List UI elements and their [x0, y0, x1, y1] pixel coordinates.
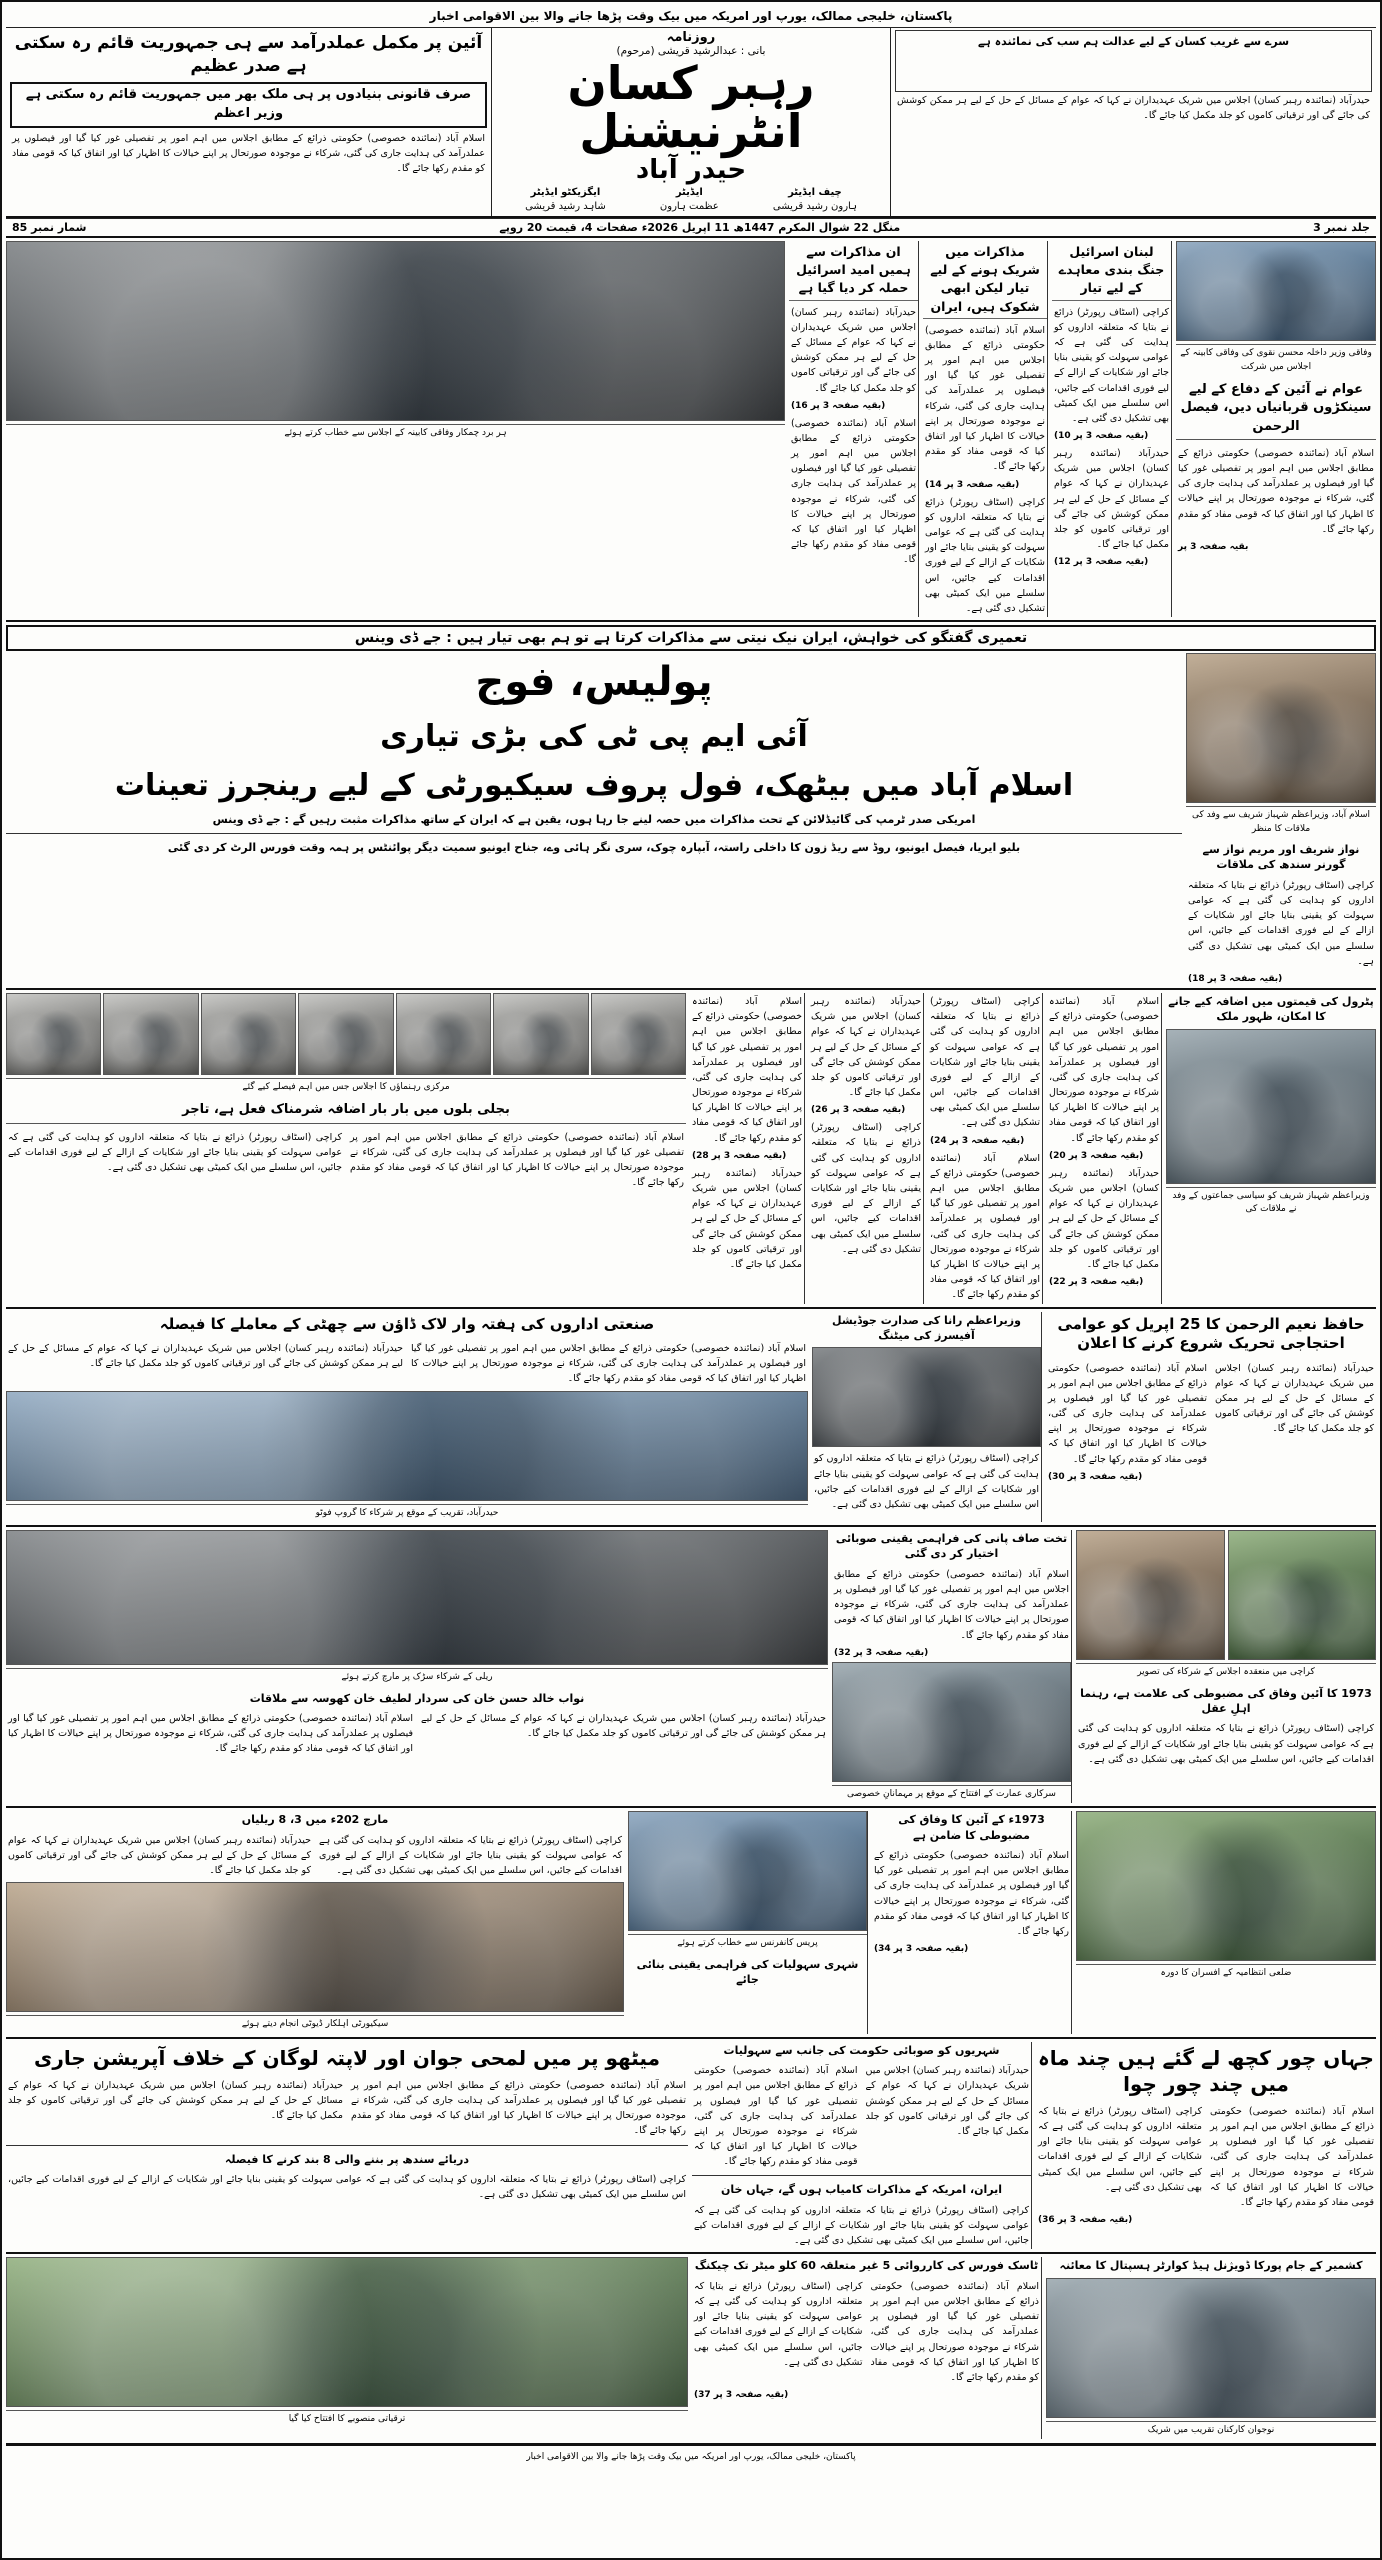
band4-photo-row: [1076, 1530, 1376, 1660]
photo-monument: [1228, 1530, 1377, 1660]
headline-h6: شہری سہولیات کی فراہمی یقینی بنائی جائے: [636, 1957, 859, 1987]
headline-talks: مذاکرات میں شریک ہونے کے لیے تیار لیکن ابھی شکوک ہیں، ایران: [923, 241, 1047, 319]
text-h3-b: اسلام آباد (نمائندہ خصوصی) حکومتی ذرائع کے مطابق اجلاس میں اہم امور پر تفصیلی غور کیا گیا اور فیصلوں پر عملدرآمد کی ہدایت جاری کی گئی، شرکاء نے موجودہ صورتحال پر اپنے خیالات کا اظہار کیا اور اتفاق کیا کہ قومی مفاد کو مقدم رکھا جائے گا۔: [694, 2065, 858, 2168]
headline-hafiz: حافظ نعیم الرحمن کا 25 اپریل کو عوامی احتجاجی تحریک شروع کرنے کا اعلان: [1057, 1314, 1365, 1353]
text-hafiz-b: اسلام آباد (نمائندہ خصوصی) حکومتی ذرائع کے مطابق اجلاس میں اہم امور پر تفصیلی غور کیا گیا اور فیصلوں پر عملدرآمد کی ہدایت جاری کی گئی، شرکاء نے موجودہ صورتحال پر اپنے خیالات کا اظہار کیا اور اتفاق کیا کہ قومی مفاد کو مقدم رکھا جائے گا۔: [1048, 1362, 1207, 1465]
caption-1: وفاقی وزیر داخلہ محسن نقوی کی وفاقی کابینہ کے اجلاس میں شرکت: [1176, 344, 1376, 376]
portrait-1: [591, 993, 686, 1075]
headline-h2: 1973ء کے آئین کا وفاق کی مضبوطی کا ضامن ہے: [898, 1813, 1045, 1842]
headline-israel: ان مذاکرات سے ہمیں امید اسرائیل حملہ کر دیا گیا ہے: [789, 241, 918, 300]
headline-h3: شہریوں کو صوبائی حکومت کی جانب سے سہولیات: [723, 2043, 1000, 2057]
caption-13: نوجوان کارکنان تقریب میں شریک: [1046, 2421, 1376, 2440]
jump-1: بقیہ صفحہ 3 پر: [1178, 541, 1249, 552]
text-lebanon: کراچی (اسٹاف رپورٹر) ذرائع نے بتایا کہ متعلقہ اداروں کو ہدایت کی گئی ہے کہ عوامی سہولت کو یقینی بنایا جائے اور شکایات کے ازالے کے لیے فوری اقدامات کیے جائیں، اس سلسلے میں ایک کمیٹی بھی تشکیل دی گئی ہے۔: [1054, 306, 1169, 424]
headline-constitution: عوام نے آئین کے دفاع کے لیے سینکڑوں قربانیاں دیں، فیصل الرحمن: [1176, 379, 1376, 440]
headline-lockdown: صنعتی اداروں کی ہفتہ وار لاک ڈاؤن سے چھٹی کے معاملے کا فیصلہ: [159, 1314, 655, 1333]
portrait-3: [396, 993, 491, 1075]
photo-field-ops: [6, 2257, 688, 2407]
masthead-left-column: [891, 28, 1376, 216]
jump-14: (بقیہ صفحہ 3 پر 34): [874, 1944, 969, 1955]
portrait-5: [201, 993, 296, 1075]
band3-mid: [812, 1312, 1042, 1523]
jump-10: (بقیہ صفحہ 3 پر 26): [811, 1105, 906, 1116]
jump-7: (بقیہ صفحہ 3 پر 20): [1049, 1150, 1144, 1161]
text-ops-b: حیدرآباد (نمائندہ رہبر کسان) اجلاس میں شریک عہدیداران نے کہا کہ عوام کے مسائل کے حل کے لیے ہر ممکن کوشش کی جائے گی اور ترقیاتی کاموں کو جلد مکمل کیا جائے گا۔: [8, 2079, 343, 2122]
photo-meeting-2: [1186, 653, 1376, 803]
caption-8: سرکاری عمارت کے افتتاح کے موقع پر مہمانانِ خصوصی: [832, 1785, 1071, 1804]
headline-hospital: کشمیر کے جام پورکا ڈویژنل ہیڈ کوارٹر ہسپتال کا معائنہ: [1059, 2259, 1363, 2273]
text-talks-2: کراچی (اسٹاف رپورٹر) ذرائع نے بتایا کہ متعلقہ اداروں کو ہدایت کی گئی ہے کہ عوامی سہولت کو یقینی بنایا جائے اور شکایات کے ازالے کے لیے فوری اقدامات کیے جائیں، اس سلسلے میں ایک کمیٹی بھی تشکیل دی گئی ہے۔: [925, 496, 1045, 614]
lead-headline-col: [6, 653, 1182, 985]
text-taskforce-b: کراچی (اسٹاف رپورٹر) ذرائع نے بتایا کہ متعلقہ اداروں کو ہدایت کی گئی ہے کہ عوامی سہولت کو یقینی بنایا جائے اور شکایات کے ازالے کے لیے فوری اقدامات کیے جائیں، اس سلسلے میں ایک کمیٹی بھی تشکیل دی گئی ہے۔: [694, 2280, 863, 2368]
lead-mega-line-2: پولیس، فوج: [475, 659, 713, 706]
jump-11: (بقیہ صفحہ 3 پر 28): [692, 1150, 787, 1161]
lead-kicker: تعمیری گفتگو کی خواہش، ایران نیک نیتی سے مذاکرات کرتا ہے تو ہم بھی تیار ہیں : جے ڈی وینس: [6, 625, 1376, 651]
jump-12: (بقیہ صفحہ 3 پر 30): [1048, 1471, 1143, 1482]
masthead-left-head: سرے سے غریب کسان کے لیے عدالت ہم سب کی نمائندہ ہے: [977, 35, 1290, 48]
photo-meeting-1: [1176, 241, 1376, 341]
headline-h1: 1973 کا آئین وفاق کی مضبوطی کی علامت ہے، رہنما اہلِ عقل: [1080, 1686, 1372, 1715]
band6-right-row: [6, 2077, 688, 2140]
khalid-text-row: [6, 1710, 828, 1758]
volume-number: جلد نمبر 3: [1313, 221, 1370, 235]
photo-group-large: [6, 241, 785, 421]
editor-1-name: عظمت ہارون: [659, 201, 719, 213]
jump-5: (بقیہ صفحہ 3 پر 16): [791, 400, 886, 411]
mid-right-col: [6, 993, 686, 1304]
portrait-4: [298, 993, 393, 1075]
text-talks: اسلام آباد (نمائندہ خصوصی) حکومتی ذرائع کے مطابق اجلاس میں اہم امور پر تفصیلی غور کیا گیا اور فیصلوں پر عملدرآمد کی ہدایت جاری کی گئی، شرکاء نے موجودہ صورتحال پر اپنے خیالات کا اظہار کیا اور اتفاق کیا کہ قومی مفاد کو مقدم رکھا جائے گا۔: [925, 324, 1045, 473]
electricity-text-row: [6, 1129, 686, 1192]
caption-10: ضلعی انتظامیہ کے افسران کا دورہ: [1076, 1964, 1376, 1983]
band-4: [6, 1530, 1376, 1803]
mid-col-2: [1047, 993, 1162, 1304]
lead-subhead-2: بلیو ایریا، فیصل ایونیو، روڈ سے ریڈ زون کا داخلی راستہ، آبپارہ چوک، سری نگر ہائی وے، جناح ایونیو سمیت دیگر پوائنٹس پر ہمہ وقت فورس الرٹ کر دی گئی: [167, 841, 1021, 855]
hafiz-text-row: [1046, 1360, 1376, 1468]
editor-0-role: چیف ایڈیٹر: [788, 187, 842, 199]
text-electricity-b: کراچی (اسٹاف رپورٹر) ذرائع نے بتایا کہ متعلقہ اداروں کو ہدایت کی گئی ہے کہ عوامی سہولت کو یقینی بنایا جائے اور شکایات کے ازالے کے لیے فوری اقدامات کیے جائیں، اس سلسلے میں ایک کمیٹی بھی تشکیل دی گئی ہے۔: [8, 1131, 342, 1174]
caption-4: وزیراعظم شہباز شریف کو سیاسی جماعتوں کے وفد نے ملاقات کی: [1166, 1187, 1376, 1219]
caption-14: ترقیاتی منصوبے کا افتتاح کیا گیا: [6, 2410, 688, 2429]
caption-2: ہر برد چمکار وفاقی کابینہ کے اجلاس سے خطاب کرتے ہوئے: [6, 424, 785, 443]
upper-left-photo-col: [1176, 241, 1376, 617]
text-constitution: اسلام آباد (نمائندہ خصوصی) حکومتی ذرائع کے مطابق اجلاس میں اہم امور پر تفصیلی غور کیا گیا اور فیصلوں پر عملدرآمد کی ہدایت جاری کی گئی، شرکاء نے موجودہ صورتحال پر اپنے خیالات کا اظہار کیا اور اتفاق کیا کہ قومی مفاد کو مقدم رکھا جائے گا۔: [1178, 447, 1374, 535]
text-ops-a: اسلام آباد (نمائندہ خصوصی) حکومتی ذرائع کے مطابق اجلاس میں اہم امور پر تفصیلی غور کیا گیا اور فیصلوں پر عملدرآمد کی ہدایت جاری کی گئی، شرکاء نے موجودہ صورتحال پر اپنے خیالات کا اظہار کیا اور اتفاق کیا کہ قومی مفاد کو مقدم رکھا جائے گا۔: [351, 2079, 686, 2137]
jump-4: (بقیہ صفحہ 3 پر 14): [925, 479, 1020, 490]
caption-5: مرکزی رہنماؤں کا اجلاس جس میں اہم فیصلے کیے گئے: [6, 1078, 686, 1097]
text-lockdown-b: حیدرآباد (نمائندہ رہبر کسان) اجلاس میں شریک عہدیداران نے کہا کہ عوام کے مسائل کے حل کے لیے ہر ممکن کوشش کی جائے گی اور ترقیاتی کاموں کو جلد مکمل کیا جائے گا۔: [8, 1343, 403, 1370]
band5-left: [1076, 1811, 1376, 2033]
headline-world: جہاں چور کچھ لے گئے ہیں چند ماہ میں چند چور چوا: [1038, 2045, 1374, 2096]
text-world-b: کراچی (اسٹاف رپورٹر) ذرائع نے بتایا کہ متعلقہ اداروں کو ہدایت کی گئی ہے کہ عوامی سہولت کو یقینی بنایا جائے اور شکایات کے ازالے کے لیے فوری اقدامات کیے جائیں، اس سلسلے میں ایک کمیٹی بھی تشکیل دی گئی ہے۔: [1038, 2105, 1202, 2193]
text-electricity-a: اسلام آباد (نمائندہ خصوصی) حکومتی ذرائع کے مطابق اجلاس میں اہم امور پر تفصیلی غور کیا گیا اور فیصلوں پر عملدرآمد کی ہدایت جاری کی گئی، شرکاء نے موجودہ صورتحال پر اپنے خیالات کا اظہار کیا اور اتفاق کیا کہ قومی مفاد کو مقدم رکھا جائے گا۔: [350, 1131, 684, 1189]
middle-band: [6, 993, 1376, 1304]
band7-mid: [692, 2257, 1042, 2439]
jump-16: (بقیہ صفحہ 3 پر 37): [694, 2390, 789, 2401]
band-7: [6, 2257, 1376, 2439]
top-strip-tagline: پاکستان، خلیجی ممالک، یورپ اور امریکہ میں بیک وقت پڑھا جانے والا بین الاقوامی اخبار: [6, 6, 1376, 28]
masthead-left-text: حیدرآباد (نمائندہ رہبر کسان) اجلاس میں شریک عہدیداران نے کہا کہ عوام کے مسائل کے حل کے لیے ہر ممکن کوشش کی جائے گی اور ترقیاتی کاموں کو جلد مکمل کیا جائے گا۔: [897, 95, 1370, 122]
band7-right: [6, 2257, 688, 2439]
text-mid-5a: اسلام آباد (نمائندہ خصوصی) حکومتی ذرائع کے مطابق اجلاس میں اہم امور پر تفصیلی غور کیا گیا اور فیصلوں پر عملدرآمد کی ہدایت جاری کی گئی، شرکاء نے موجودہ صورتحال پر اپنے خیالات کا اظہار کیا اور اتفاق کیا کہ قومی مفاد کو مقدم رکھا جائے گا۔: [692, 995, 802, 1144]
masthead-headline-box: صرف قانونی بنیادوں پر ہی ملک بھر میں جمہوریت قائم رہ سکتی ہے وزیر اعظم: [10, 82, 487, 128]
text-mid-2a: اسلام آباد (نمائندہ خصوصی) حکومتی ذرائع کے مطابق اجلاس میں اہم امور پر تفصیلی غور کیا گیا اور فیصلوں پر عملدرآمد کی ہدایت جاری کی گئی، شرکاء نے موجودہ صورتحال پر اپنے خیالات کا اظہار کیا اور اتفاق کیا کہ قومی مفاد کو مقدم رکھا جائے گا۔: [1049, 995, 1159, 1144]
jump-6: (بقیہ صفحہ 3 پر 18): [1188, 973, 1283, 984]
founder-line: بانی : عبدالرشید قریشی (مرحوم): [616, 45, 766, 57]
mid-col-4: [809, 993, 924, 1304]
text-h3-a: حیدرآباد (نمائندہ رہبر کسان) اجلاس میں شریک عہدیداران نے کہا کہ عوام کے مسائل کے حل کے لیے ہر ممکن کوشش کی جائے گی اور ترقیاتی کاموں کو جلد مکمل کیا جائے گا۔: [865, 2065, 1029, 2137]
text-meeting: کراچی (اسٹاف رپورٹر) ذرائع نے بتایا کہ متعلقہ اداروں کو ہدایت کی گئی ہے کہ عوامی سہولت کو یقینی بنایا جائے اور شکایات کے ازالے کے لیے فوری اقدامات کیے جائیں، اس سلسلے میں ایک کمیٹی بھی تشکیل دی گئی ہے۔: [1188, 879, 1374, 967]
text-h2: اسلام آباد (نمائندہ خصوصی) حکومتی ذرائع کے مطابق اجلاس میں اہم امور پر تفصیلی غور کیا گیا اور فیصلوں پر عملدرآمد کی ہدایت جاری کی گئی، شرکاء نے موجودہ صورتحال پر اپنے خیالات کا اظہار کیا اور اتفاق کیا کہ قومی مفاد کو مقدم رکھا جائے گا۔: [874, 1850, 1069, 1938]
editor-0-name: ہارون رشید قریشی: [772, 201, 857, 213]
band7-left: [1046, 2257, 1376, 2439]
photo-assembly: [6, 1530, 828, 1665]
text-lockdown-a: اسلام آباد (نمائندہ خصوصی) حکومتی ذرائع کے مطابق اجلاس میں اہم امور پر تفصیلی غور کیا گیا اور فیصلوں پر عملدرآمد کی ہدایت جاری کی گئی، شرکاء نے موجودہ صورتحال پر اپنے خیالات کا اظہار کیا اور اتفاق کیا کہ قومی مفاد کو مقدم رکھا جائے گا۔: [411, 1343, 806, 1385]
caption-12: سیکیورٹی اہلکار ڈیوٹی انجام دیتے ہوئے: [6, 2015, 624, 2034]
date-bar: [6, 218, 1376, 238]
jump-9: (بقیہ صفحہ 3 پر 24): [930, 1135, 1025, 1146]
photo-protest-1: [1166, 1029, 1376, 1184]
lead-left-photo-col: [1186, 653, 1376, 985]
headline-ops: میٹھو پر میں لمحی جوان اور لاپتہ لوگان کے خلاف آپریشن جاری: [34, 2045, 660, 2070]
lockdown-text-row: [6, 1340, 808, 1388]
paper-title: رہبر کسان انٹرنیشنل: [567, 56, 815, 159]
editor-1-role: ایڈیٹر: [675, 187, 703, 199]
band5-right-row: [6, 1832, 624, 1880]
headline-meeting-2: وزیراعظم رانا کی صدارت جوڈیشل آفیسرز کی میٹنگ: [832, 1313, 1021, 1342]
portrait-2: [493, 993, 588, 1075]
portrait-7: [6, 993, 101, 1075]
jump-8: (بقیہ صفحہ 3 پر 22): [1049, 1277, 1144, 1288]
text-mid-3a: کراچی (اسٹاف رپورٹر) ذرائع نے بتایا کہ متعلقہ اداروں کو ہدایت کی گئی ہے کہ عوامی سہولت کو یقینی بنایا جائے اور شکایات کے ازالے کے لیے فوری اقدامات کیے جائیں، اس سلسلے میں ایک کمیٹی بھی تشکیل دی گئی ہے۔: [930, 995, 1040, 1129]
headline-h4: مارچ 202ء میں 3، 8 ریلیاں: [241, 1813, 389, 1827]
band6-left-row: [1036, 2103, 1376, 2211]
band3-right: [6, 1312, 808, 1523]
text-mid-2b: حیدرآباد (نمائندہ رہبر کسان) اجلاس میں شریک عہدیداران نے کہا کہ عوام کے مسائل کے حل کے لیے ہر ممکن کوشش کی جائے گی اور ترقیاتی کاموں کو جلد مکمل کیا جائے گا۔: [1049, 1167, 1159, 1270]
masthead-right-head: آئین پر مکمل عملدرآمد سے ہی جمہوریت قائم رہ سکتی ہے صدر عظیم: [14, 33, 483, 76]
daily-label: روزنامہ: [666, 30, 716, 45]
headline-iran-us: ایران، امریکہ کے مذاکرات کامیاب ہوں گے، جہاں خان: [720, 2183, 1003, 2197]
band6-mid-row: [692, 2062, 1031, 2170]
band7-mid-row: [692, 2278, 1041, 2386]
headline-river: دریائے سندھ پر بننے والی 8 بند کرنے کا فیصلہ: [224, 2152, 470, 2166]
text-hafiz-a: حیدرآباد (نمائندہ رہبر کسان) اجلاس میں شریک عہدیداران نے کہا کہ عوام کے مسائل کے حل کے لیے ہر ممکن کوشش کی جائے گی اور ترقیاتی کاموں کو جلد مکمل کیا جائے گا۔: [1215, 1362, 1374, 1435]
mid-col-5: [690, 993, 805, 1304]
photo-conference: [6, 1391, 808, 1501]
text-world-a: اسلام آباد (نمائندہ خصوصی) حکومتی ذرائع کے مطابق اجلاس میں اہم امور پر تفصیلی غور کیا گیا اور فیصلوں پر عملدرآمد کی ہدایت جاری کی گئی، شرکاء نے موجودہ صورتحال پر اپنے خیالات کا اظہار کیا اور اتفاق کیا کہ قومی مفاد کو مقدم رکھا جائے گا۔: [1210, 2105, 1374, 2208]
text-river: کراچی (اسٹاف رپورٹر) ذرائع نے بتایا کہ متعلقہ اداروں کو ہدایت کی گئی ہے کہ عوامی سہولت کو یقینی بنایا جائے اور شکایات کے ازالے کے لیے فوری اقدامات کیے جائیں، اس سلسلے میں ایک کمیٹی بھی تشکیل دی گئی ہے۔: [8, 2173, 686, 2201]
jump-3: (بقیہ صفحہ 3 پر 12): [1054, 557, 1149, 568]
band-5: [6, 1811, 1376, 2033]
band5-col3: [628, 1811, 868, 2033]
footer-note: پاکستان، خلیجی ممالک، یورپ اور امریکہ میں بیک وقت پڑھا جانے والا بین الاقوامی اخبار: [526, 2452, 856, 2463]
text-h4-b: حیدرآباد (نمائندہ رہبر کسان) اجلاس میں شریک عہدیداران نے کہا کہ عوام کے مسائل کے حل کے لیے ہر ممکن کوشش کی جائے گی اور ترقیاتی کاموں کو جلد مکمل کیا جائے گا۔: [8, 1834, 311, 1877]
text-khalid-a: حیدرآباد (نمائندہ رہبر کسان) اجلاس میں شریک عہدیداران نے کہا کہ عوام کے مسائل کے حل کے لیے ہر ممکن کوشش کی جائے گی اور ترقیاتی کاموں کو جلد مکمل کیا جائے گا۔: [421, 1712, 826, 1740]
band3-left: [1046, 1312, 1376, 1523]
text-h1: کراچی (اسٹاف رپورٹر) ذرائع نے بتایا کہ متعلقہ اداروں کو ہدایت کی گئی ہے کہ عوامی سہولت کو یقینی بنایا جائے اور شکایات کے ازالے کے لیے فوری اقدامات کیے جائیں، اس سلسلے میں ایک کمیٹی بھی تشکیل دی گئی ہے۔: [1078, 1723, 1374, 1765]
masthead-right-text: اسلام آباد (نمائندہ خصوصی) حکومتی ذرائع کے مطابق اجلاس میں اہم امور پر تفصیلی غور کیا گیا اور فیصلوں پر عملدرآمد کی ہدایت جاری کی گئی، شرکاء نے موجودہ صورتحال پر اپنے خیالات کا اظہار کیا اور اتفاق کیا کہ قومی مفاد کو مقدم رکھا جائے گا۔: [12, 132, 485, 174]
headline-water: تخت صاف پانی کی فراہمی یقینی صوبائی اختیار کر دی گئی: [835, 1532, 1068, 1561]
photo-interview: [6, 1882, 624, 2012]
headline-lebanon: لبنان اسرائیل جنگ بندی معاہدے کے لیے تیار: [1052, 241, 1171, 300]
headline-khalid: نواب خالد حسن خان کی سردار لطیف خان کھوسہ سے ملاقات: [249, 1691, 585, 1705]
upper-col-2: [1052, 241, 1172, 617]
upper-col-4: [789, 241, 919, 617]
band6-mid: [692, 2042, 1032, 2250]
upper-col-3: [923, 241, 1048, 617]
mid-left-col: [1166, 993, 1376, 1304]
photo-panel: [628, 1811, 867, 1931]
photo-press-conf: [832, 1662, 1071, 1782]
upper-band: [6, 241, 1376, 617]
portrait-6: [103, 993, 198, 1075]
issue-number: شمار نمبر 85: [12, 221, 87, 235]
editor-2: [525, 186, 606, 214]
photo-rally: [1076, 1811, 1376, 1961]
band5-right: [6, 1811, 624, 2033]
text-lebanon-2: حیدرآباد (نمائندہ رہبر کسان) اجلاس میں شریک عہدیداران نے کہا کہ عوام کے مسائل کے حل کے لیے ہر ممکن کوشش کی جائے گی اور ترقیاتی کاموں کو جلد مکمل کیا جائے گا۔: [1054, 448, 1169, 551]
text-mid-4a: حیدرآباد (نمائندہ رہبر کسان) اجلاس میں شریک عہدیداران نے کہا کہ عوام کے مسائل کے حل کے لیے ہر ممکن کوشش کی جائے گی اور ترقیاتی کاموں کو جلد مکمل کیا جائے گا۔: [811, 995, 921, 1099]
paper-city: حیدر آباد: [635, 154, 747, 185]
text-mid-4b: کراچی (اسٹاف رپورٹر) ذرائع نے بتایا کہ متعلقہ اداروں کو ہدایت کی گئی ہے کہ عوامی سہولت کو یقینی بنایا جائے اور شکایات کے ازالے کے لیے فوری اقدامات کیے جائیں، اس سلسلے میں ایک کمیٹی بھی تشکیل دی گئی ہے۔: [811, 1122, 921, 1255]
band-3: [6, 1312, 1376, 1523]
photo-hospital-visit: [1046, 2278, 1376, 2418]
text-taskforce-a: اسلام آباد (نمائندہ خصوصی) حکومتی ذرائع کے مطابق اجلاس میں اہم امور پر تفصیلی غور کیا گیا اور فیصلوں پر عملدرآمد کی ہدایت جاری کی گئی، شرکاء نے موجودہ صورتحال پر اپنے خیالات کا اظہار کیا اور اتفاق کیا کہ قومی مفاد کو مقدم رکھا جائے گا۔: [870, 2280, 1039, 2383]
text-israel-2: اسلام آباد (نمائندہ خصوصی) حکومتی ذرائع کے مطابق اجلاس میں اہم امور پر تفصیلی غور کیا گیا اور فیصلوں پر عملدرآمد کی ہدایت جاری کی گئی، شرکاء نے موجودہ صورتحال پر اپنے خیالات کا اظہار کیا اور اتفاق کیا کہ قومی مفاد کو مقدم رکھا جائے گا۔: [791, 417, 916, 566]
band6-right: [6, 2042, 688, 2250]
text-iran-us: کراچی (اسٹاف رپورٹر) ذرائع نے بتایا کہ متعلقہ اداروں کو ہدایت کی گئی ہے کہ عوامی سہولت کو یقینی بنایا جائے اور شکایات کے ازالے کے لیے فوری اقدامات کیے جائیں، اس سلسلے میں ایک کمیٹی بھی تشکیل دی گئی ہے۔: [694, 2204, 1029, 2247]
headline-petrol: پٹرول کی قیمتوں میں اضافہ کیے جانے کا امکان، ظہور ملک: [1168, 994, 1374, 1024]
text-mid-5b: حیدرآباد (نمائندہ رہبر کسان) اجلاس میں شریک عہدیداران نے کہا کہ عوام کے مسائل کے حل کے لیے ہر ممکن کوشش کی جائے گی اور ترقیاتی کاموں کو جلد مکمل کیا جائے گا۔: [692, 1167, 802, 1270]
photo-ceremony: [1076, 1530, 1225, 1660]
band5-col2: [872, 1811, 1072, 2033]
caption-3: اسلام آباد، وزیراعظم شہباز شریف سے وفد کی ملاقات کا منظر: [1186, 806, 1376, 838]
editor-row: [498, 186, 884, 214]
band-6: [6, 2042, 1376, 2250]
editor-2-name: شاہد رشید قریشی: [525, 201, 606, 213]
jump-13: (بقیہ صفحہ 3 پر 32): [834, 1647, 929, 1658]
mid-col-3: [928, 993, 1043, 1304]
issue-date: منگل 22 شوال المکرم 1447ھ 11 اپریل 2026ء صفحات 4، قیمت 20 روپے: [499, 221, 901, 235]
editor-1: [660, 186, 719, 214]
masthead-right-column: [6, 28, 491, 216]
text-khalid-b: اسلام آباد (نمائندہ خصوصی) حکومتی ذرائع کے مطابق اجلاس میں اہم امور پر تفصیلی غور کیا گیا اور فیصلوں پر عملدرآمد کی ہدایت جاری کی گئی، شرکاء نے موجودہ صورتحال پر اپنے خیالات کا اظہار کیا اور اتفاق کیا کہ قومی مفاد کو مقدم رکھا جائے گا۔: [8, 1712, 413, 1755]
mugshot-strip: [6, 993, 686, 1075]
masthead: [6, 28, 1376, 218]
upper-right-photo-block: [6, 241, 785, 617]
jump-2: (بقیہ صفحہ 3 پر 10): [1054, 431, 1149, 442]
editor-0: [773, 186, 857, 214]
lead-mega-line-3: آئی ایم پی ٹی کی بڑی تیاری: [380, 719, 808, 755]
band4-right: [6, 1530, 828, 1803]
headline-meeting: نواز شریف اور مریم نواز سے گورنر سندھ کی ملاقات: [1202, 843, 1360, 872]
text-mid-3b: اسلام آباد (نمائندہ خصوصی) حکومتی ذرائع کے مطابق اجلاس میں اہم امور پر تفصیلی غور کیا گیا اور فیصلوں پر عملدرآمد کی ہدایت جاری کی گئی، شرکاء نے موجودہ صورتحال پر اپنے خیالات کا اظہار کیا اور اتفاق کیا کہ قومی مفاد کو مقدم رکھا جائے گا۔: [930, 1152, 1040, 1301]
band4-left: [1076, 1530, 1376, 1803]
editor-2-role: ایگزیکٹو ایڈیٹر: [530, 187, 601, 199]
band4-mid: [832, 1530, 1072, 1803]
jump-15: (بقیہ صفحہ 3 پر 36): [1038, 2215, 1133, 2226]
caption-7: کراچی میں منعقدہ اجلاس کے شرکاء کی تصویر: [1076, 1663, 1376, 1682]
headline-taskforce: ٹاسک فورس کی کارروائی 5 غیر متعلقہ 60 کلو میٹر تک چیکنگ: [694, 2259, 1039, 2273]
headline-electricity: بجلی بلوں میں بار بار اضافہ شرمناک فعل ہے، تاجر: [6, 1099, 686, 1123]
caption-9: ریلی کے شرکاء سڑک پر مارچ کرتے ہوئے: [6, 1668, 828, 1687]
lead-headline-row: [6, 653, 1376, 985]
masthead-center: [491, 28, 891, 216]
text-meeting-2: کراچی (اسٹاف رپورٹر) ذرائع نے بتایا کہ متعلقہ اداروں کو ہدایت کی گئی ہے کہ عوامی سہولت کو یقینی بنایا جائے اور شکایات کے ازالے کے لیے فوری اقدامات کیے جائیں، اس سلسلے میں ایک کمیٹی بھی تشکیل دی گئی ہے۔: [814, 1453, 1039, 1510]
band6-left: [1036, 2042, 1376, 2250]
text-water: اسلام آباد (نمائندہ خصوصی) حکومتی ذرائع کے مطابق اجلاس میں اہم امور پر تفصیلی غور کیا گیا اور فیصلوں پر عملدرآمد کی ہدایت جاری کی گئی، شرکاء نے موجودہ صورتحال پر اپنے خیالات کا اظہار کیا اور اتفاق کیا کہ قومی مفاد کو مقدم رکھا جائے گا۔: [834, 1568, 1069, 1641]
lead-subhead: امریکی صدر ٹرمپ کی گائیڈلائن کے تحت مذاکرات میں حصہ لینے جا رہا ہوں، یقین ہے کہ ایران کے ساتھ مذاکرات مثبت رہیں گے : جے ڈی وینس: [212, 813, 976, 827]
lead-mega-line-1: اسلام آباد میں بیٹھک، فول پروف سیکیورٹی کے لیے رینجرز تعینات: [114, 767, 1074, 803]
caption-11: پریس کانفرنس سے خطاب کرتے ہوئے: [628, 1934, 867, 1953]
text-h4-a: کراچی (اسٹاف رپورٹر) ذرائع نے بتایا کہ متعلقہ اداروں کو ہدایت کی گئی ہے کہ عوامی سہولت کو یقینی بنایا جائے اور شکایات کے ازالے کے لیے فوری اقدامات کیے جائیں، اس سلسلے میں ایک کمیٹی بھی تشکیل دی گئی ہے۔: [319, 1834, 622, 1877]
text-israel: حیدرآباد (نمائندہ رہبر کسان) اجلاس میں شریک عہدیداران نے کہا کہ عوام کے مسائل کے حل کے لیے ہر ممکن کوشش کی جائے گی اور ترقیاتی کاموں کو جلد مکمل کیا جائے گا۔: [791, 306, 916, 394]
caption-6: حیدرآباد، تقریب کے موقع پر شرکاء کا گروپ فوٹو: [6, 1504, 808, 1523]
photo-officials: [812, 1347, 1041, 1447]
